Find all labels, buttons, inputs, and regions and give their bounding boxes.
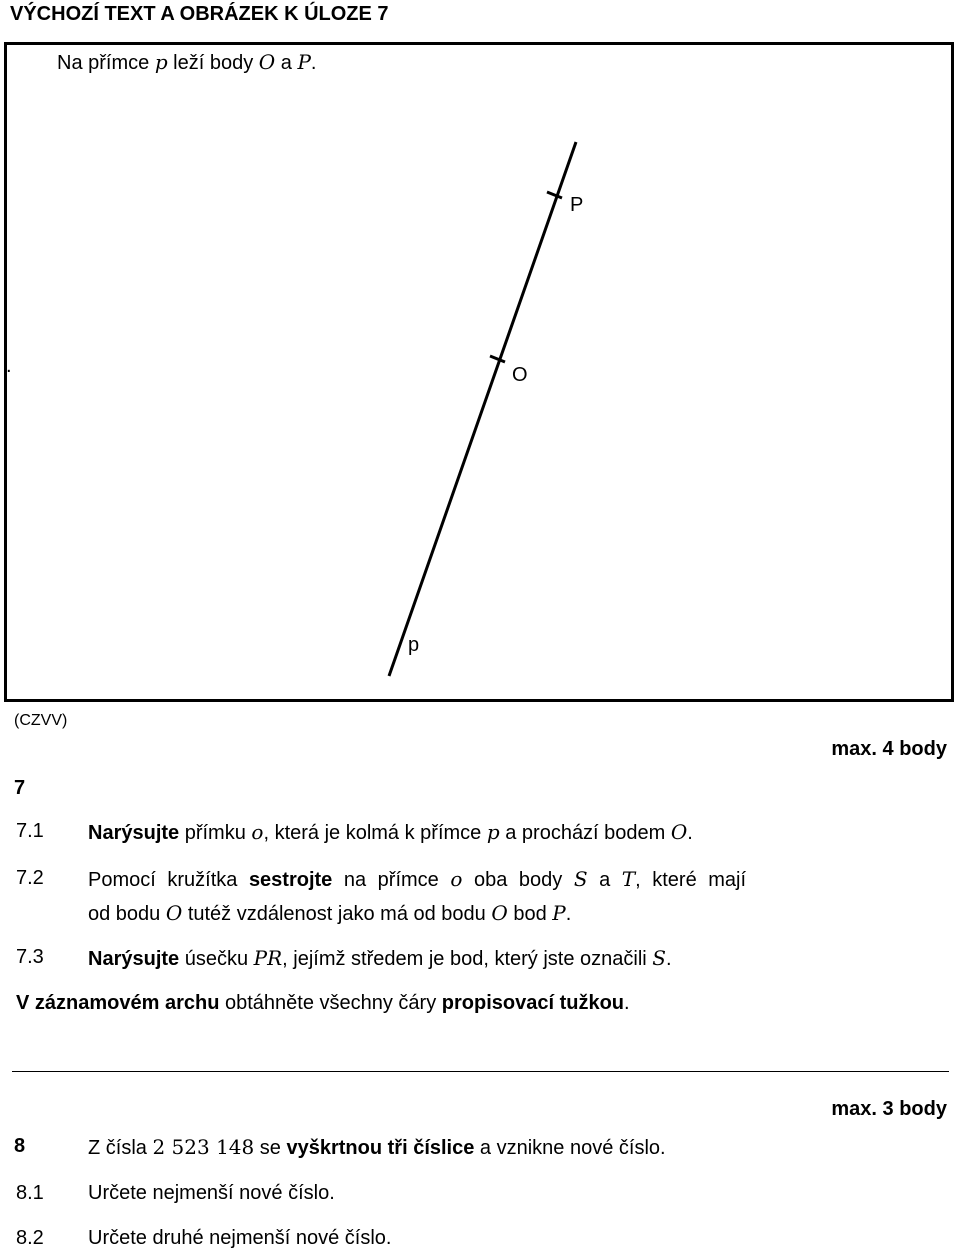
q82-number: 8.2: [16, 1227, 44, 1249]
task8-number: 8: [14, 1135, 26, 1157]
page-title: VÝCHOZÍ TEXT A OBRÁZEK K ÚLOZE 7: [10, 3, 389, 25]
q71-text: Narýsujte přímku o, která je kolmá k přímce p a prochází bodem O.: [88, 820, 693, 844]
task8-max-points: max. 3 body: [831, 1098, 947, 1120]
line-p: [389, 142, 576, 676]
q72-number: 7.2: [16, 867, 44, 889]
tick-O: [490, 356, 505, 362]
section-divider: [12, 1071, 949, 1072]
task7-max-points: max. 4 body: [831, 738, 947, 760]
q73-text: Narýsujte úsečku PR, jejímž středem je bod, který jste označili S.: [88, 946, 672, 970]
task7-number: 7: [14, 777, 26, 799]
q81-text: Určete nejmenší nové číslo.: [88, 1182, 335, 1204]
label-p: p: [408, 634, 420, 656]
label-O: O: [512, 364, 528, 386]
q82-text: Určete druhé nejmenší nové číslo.: [88, 1227, 392, 1249]
q71-number: 7.1: [16, 820, 44, 842]
instruction-note: V záznamovém archu obtáhněte všechny čáry propisovací tužkou.: [16, 992, 630, 1014]
source-note: (CZVV): [14, 712, 68, 729]
q72-line2: od bodu O tutéž vzdálenost jako má od bodu O bod P.: [88, 901, 572, 925]
q73-number: 7.3: [16, 946, 44, 968]
task8-text: Z čísla 2 523 148 se vyškrtnou tři číslice a vznikne nové číslo.: [88, 1135, 666, 1159]
intro-text: Na přímce p leží body O a P.: [57, 50, 317, 74]
stray-dot: .: [6, 355, 12, 377]
label-P: P: [570, 194, 584, 216]
q81-number: 8.1: [16, 1182, 44, 1204]
q72-line1: Pomocí kružítka sestrojte na přímce o oba body S a T, které mají: [88, 867, 747, 891]
